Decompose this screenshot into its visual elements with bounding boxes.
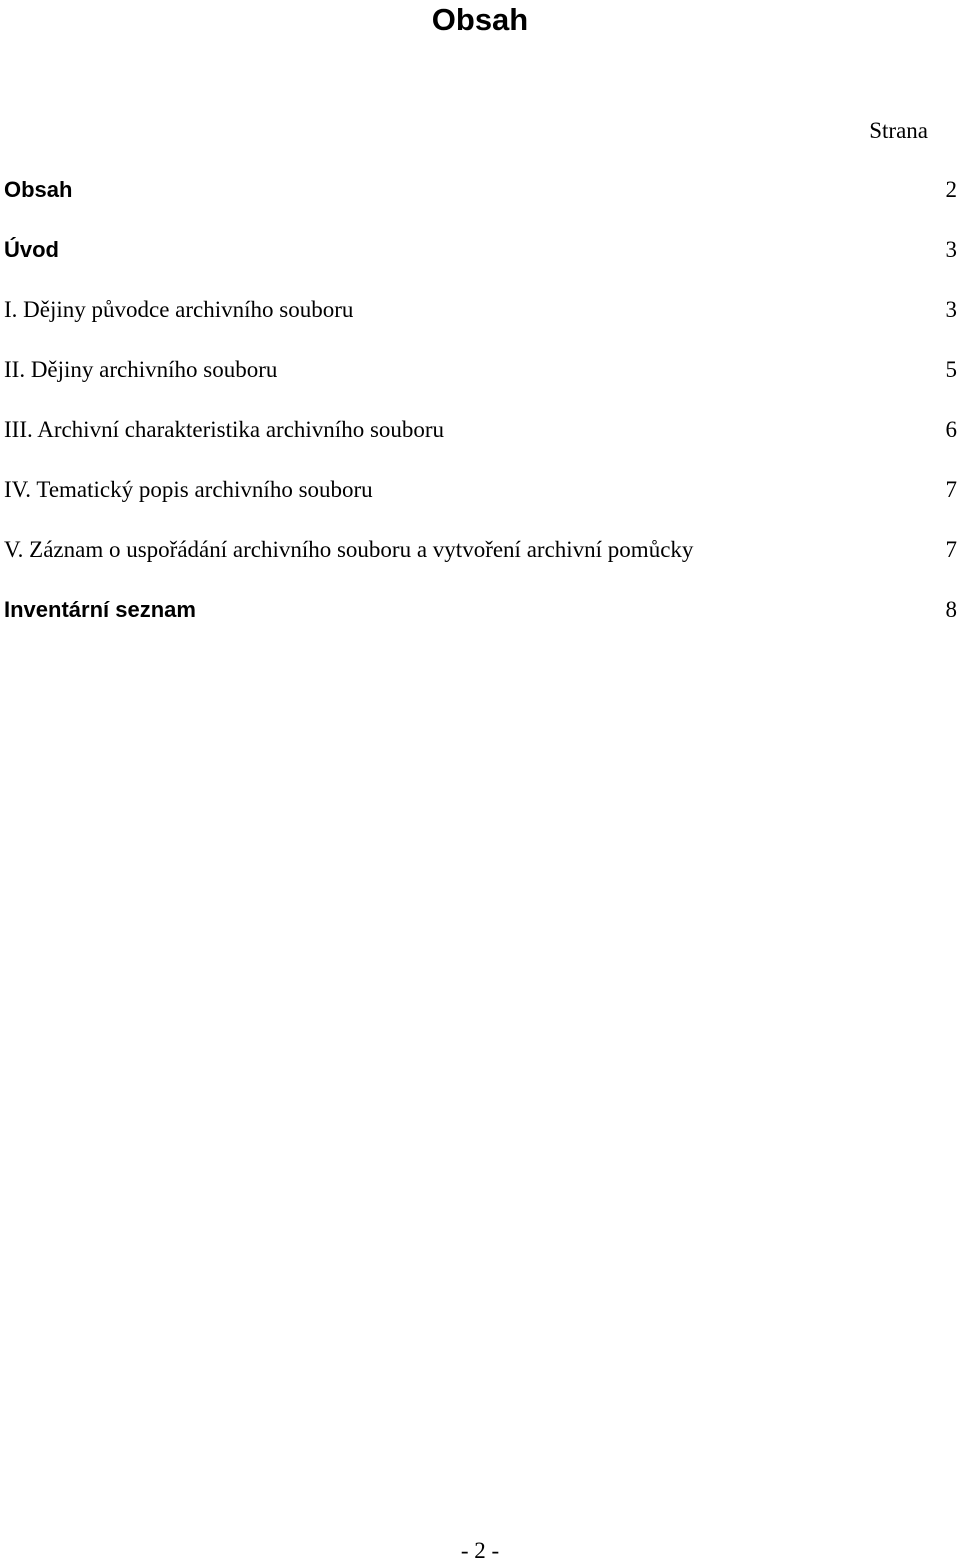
toc-entry — [4, 294, 957, 354]
toc-entry — [4, 474, 957, 534]
toc-entry-label: IV. Tematický popis archivního souboru — [4, 477, 373, 502]
toc-entry-page: 7 — [945, 477, 957, 502]
toc-entry-label: I. Dějiny původce archivního souboru — [4, 297, 354, 322]
footer-page-number: - 2 - — [460, 1538, 500, 1563]
toc-entry-label: III. Archivní charakteristika archivního souboru — [4, 417, 445, 442]
toc-entry-label: Obsah — [4, 177, 73, 202]
table-of-contents — [4, 174, 957, 654]
page-column-label: Strana — [869, 118, 928, 143]
toc-entry-page: 8 — [945, 597, 957, 622]
toc-entry — [4, 354, 957, 414]
toc-entry-label: II. Dějiny archivního souboru — [4, 357, 278, 382]
toc-entry-page: 2 — [945, 177, 957, 202]
toc-entry-page: 3 — [945, 237, 957, 262]
toc-entry — [4, 174, 957, 234]
toc-entry-label: V. Záznam o uspořádání archivního souboru a vytvoření archivní pomůcky — [4, 537, 694, 562]
toc-entry-label: Úvod — [4, 237, 59, 262]
toc-entry — [4, 234, 957, 294]
toc-entry-page: 6 — [945, 417, 957, 442]
toc-entry — [4, 414, 957, 474]
toc-entry-page: 5 — [945, 357, 957, 382]
toc-entry-page: 7 — [945, 537, 957, 562]
toc-entry — [4, 594, 957, 654]
toc-entry — [4, 534, 957, 594]
toc-entry-page: 3 — [945, 297, 957, 322]
page-title: Obsah — [431, 2, 529, 37]
toc-entry-label: Inventární seznam — [4, 597, 196, 622]
